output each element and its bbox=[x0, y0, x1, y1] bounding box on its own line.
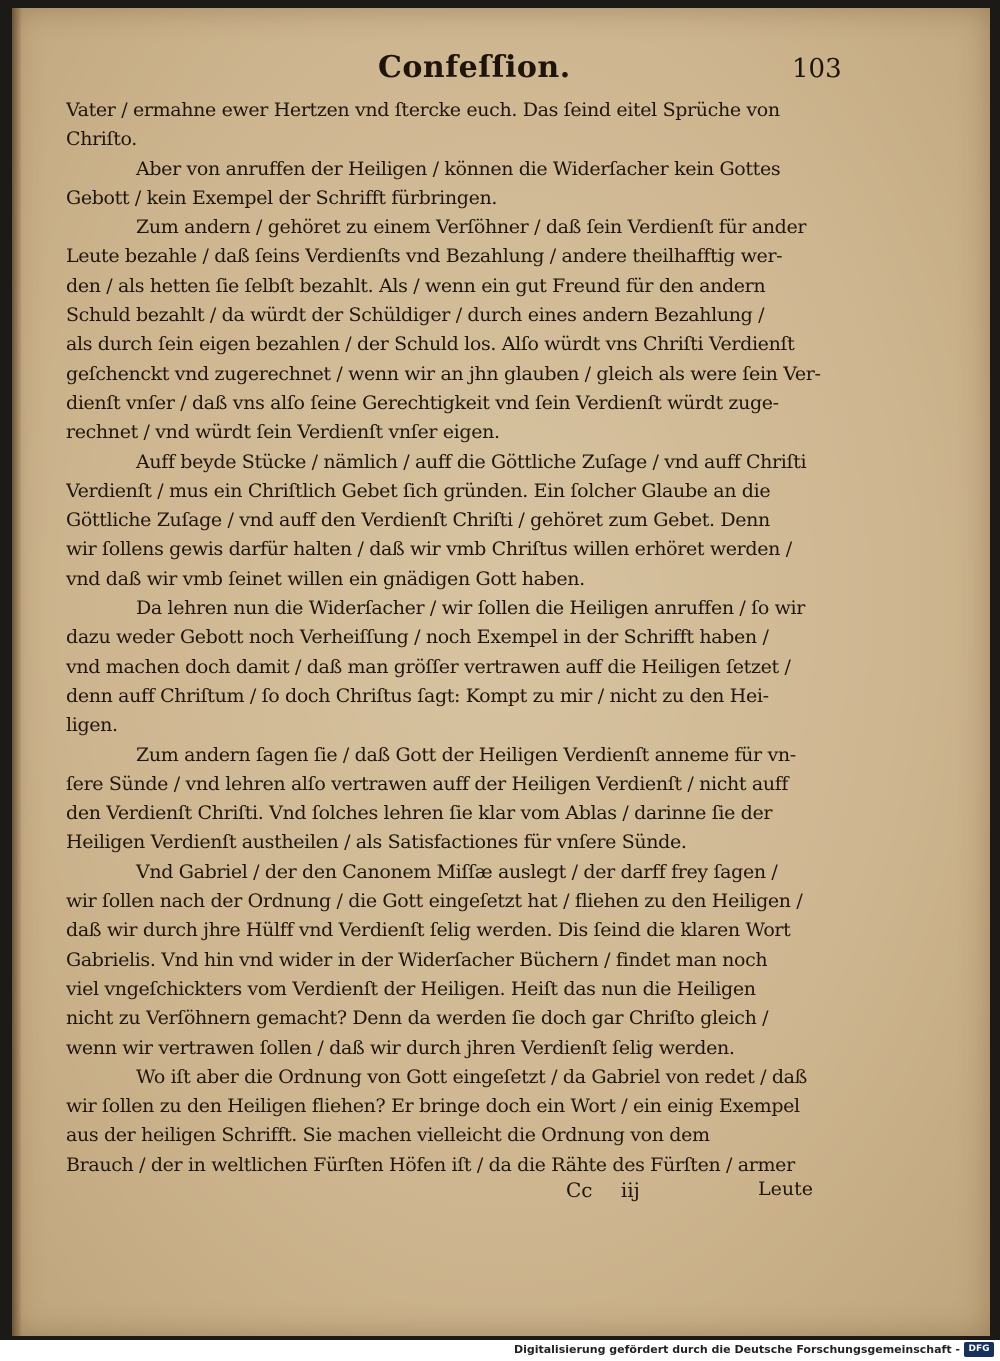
text-line: wir ſollens gewis darfür halten / daß wir vmb Chriſtus willen erhöret werden / bbox=[66, 538, 792, 561]
text-line: ligen. bbox=[66, 714, 118, 737]
text-line: Auff beyde Stücke / nämlich / auff die Göttliche Zuſage / vnd auff Chriſti bbox=[136, 450, 807, 473]
page-edge-shadow bbox=[12, 8, 22, 1336]
text-line: den / als hetten ſie ſelbſt bezahlt. Als / wenn ein gut Freund für den andern bbox=[66, 274, 766, 297]
text-line: Zum andern ſagen ſie / daß Gott der Heiligen Verdienſt anneme für vn- bbox=[136, 743, 796, 766]
text-line: Zum andern / gehöret zu einem Verſöhner / daß ſein Verdienſt für ander bbox=[136, 216, 807, 239]
text-line: rechnet / vnd würdt ſein Verdienſt vnſer eigen. bbox=[66, 421, 500, 444]
text-line: Brauch / der in weltlichen Fürſten Höfen iſt / da die Rähte des Fürſten / armer bbox=[66, 1153, 795, 1176]
footer-bar bbox=[0, 1340, 1000, 1361]
text-line: vnd daß wir vmb ſeinet willen ein gnädigen Gott haben. bbox=[66, 567, 585, 590]
text-line: vnd machen doch damit / daß man gröſſer vertrawen auff die Heiligen ſetzet / bbox=[66, 655, 791, 678]
text-line: Vnd Gabriel / der den Canonem Miſſæ auslegt / der darff frey ſagen / bbox=[136, 860, 778, 883]
text-line: aus der heiligen Schrifft. Sie machen vielleicht die Ordnung von dem bbox=[66, 1124, 710, 1147]
text-line: wir ſollen nach der Ordnung / die Gott eingeſetzt hat / fliehen zu den Heiligen / bbox=[66, 890, 803, 913]
signature-mark: Cc iij bbox=[566, 1178, 640, 1202]
text-line: dazu weder Gebott noch Verheiſſung / noch Exempel in der Schrifft haben / bbox=[66, 626, 769, 649]
text-line: viel vngeſchickters vom Verdienſt der Heiligen. Heiſt das nun die Heiligen bbox=[66, 977, 756, 1000]
text-line: Heiligen Verdienſt austheilen / als Satisfactiones für vnſere Sünde. bbox=[66, 831, 687, 854]
text-line: Gabrielis. Vnd hin vnd wider in der Widerſacher Büchern / findet man noch bbox=[66, 948, 768, 971]
text-line: Da lehren nun die Widerſacher / wir ſollen die Heiligen anruffen / ſo wir bbox=[136, 597, 805, 620]
catchword: Leute bbox=[758, 1178, 813, 1200]
page-header bbox=[0, 48, 1000, 92]
text-line: Göttliche Zuſage / vnd auff den Verdienſt Chriſti / gehöret zum Gebet. Denn bbox=[66, 509, 770, 532]
text-line: wir ſollen zu den Heiligen fliehen? Er bringe doch ein Wort / ein einig Exempel bbox=[66, 1095, 800, 1118]
page-number: 103 bbox=[792, 54, 842, 84]
body-text bbox=[66, 96, 836, 1180]
text-line: Verdienſt / mus ein Chriſtlich Gebet ſich gründen. Ein ſolcher Glaube an die bbox=[66, 479, 771, 502]
text-line: als durch ſein eigen bezahlen / der Schuld los. Alſo würdt vns Chriſti Verdienſt bbox=[66, 333, 795, 356]
text-line: Chriſto. bbox=[66, 128, 137, 151]
text-line: daß wir durch jhre Hülff vnd Verdienſt ſelig werden. Dis ſeind die klaren Wort bbox=[66, 919, 791, 942]
text-line: geſchenckt vnd zugerechnet / wenn wir an jhn glauben / gleich als were ſein Ver- bbox=[66, 362, 821, 385]
text-line: Leute bezahle / daß ſeins Verdienſts vnd Bezahlung / andere theilhafftig wer- bbox=[66, 245, 783, 268]
text-line: den Verdienſt Chriſti. Vnd ſolches lehren ſie klar vom Ablas / darinne ſie der bbox=[66, 802, 773, 825]
text-line: ſere Sünde / vnd lehren alſo vertrawen auff der Heiligen Verdienſt / nicht auff bbox=[66, 772, 789, 795]
running-title: Confeſſion. bbox=[378, 50, 571, 85]
text-line: nicht zu Verſöhnern gemacht? Denn da werden ſie doch gar Chriſto gleich / bbox=[66, 1007, 769, 1030]
funding-notice: Digitalisierung gefördert durch die Deutsche Forschungsgemeinschaft - bbox=[513, 1343, 960, 1356]
catchline bbox=[0, 1178, 1000, 1208]
text-line: wenn wir vertrawen ſollen / daß wir durch jhren Verdienſt ſelig werden. bbox=[66, 1036, 735, 1059]
text-line: denn auff Chriſtum / ſo doch Chriſtus ſagt: Kompt zu mir / nicht zu den Hei- bbox=[66, 684, 769, 707]
text-line: Wo iſt aber die Ordnung von Gott eingeſetzt / da Gabriel von redet / daß bbox=[136, 1065, 807, 1088]
text-line: Gebott / kein Exempel der Schrifft fürbringen. bbox=[66, 186, 498, 209]
text-line: dienſt vnſer / daß vns alſo ſeine Gerechtigkeit vnd ſein Verdienſt würdt zuge- bbox=[66, 391, 779, 414]
text-line: Schuld bezahlt / da würdt der Schüldiger / durch eines andern Bezahlung / bbox=[66, 304, 765, 327]
dfg-logo: DFG bbox=[964, 1342, 994, 1357]
text-line: Aber von anruffen der Heiligen / können die Widerſacher kein Gottes bbox=[136, 157, 781, 180]
text-line: Vater / ermahne ewer Hertzen vnd ſtercke euch. Das ſeind eitel Sprüche von bbox=[66, 99, 780, 121]
